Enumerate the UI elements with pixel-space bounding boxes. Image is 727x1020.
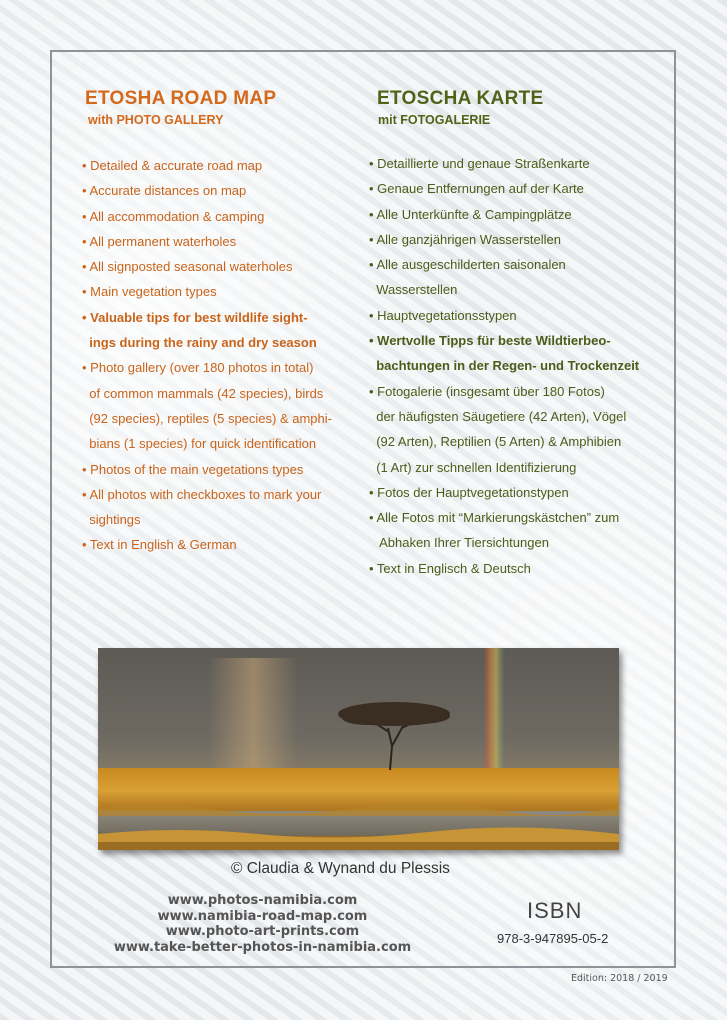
feature-item: sightings bbox=[82, 512, 141, 528]
feature-item: • All photos with checkboxes to mark your bbox=[82, 486, 322, 502]
feature-item: der häufigsten Säugetiere (42 Arten), Vögel bbox=[369, 408, 627, 424]
feature-item: • Text in Englisch & Deutsch bbox=[369, 560, 531, 576]
feature-item: • All permanent waterholes bbox=[82, 233, 237, 249]
english-title: ETOSHA ROAD MAP bbox=[85, 88, 277, 109]
feature-item: (92 species), reptiles (5 species) & amphi- bbox=[82, 410, 332, 426]
feature-item: • Hauptvegetationsstypen bbox=[369, 307, 517, 323]
acacia-tree-rainbow-image bbox=[98, 648, 619, 850]
feature-item: • Detaillierte und genaue Straßenkarte bbox=[369, 156, 590, 171]
feature-item: • Fotogalerie (insgesamt über 180 Fotos) bbox=[369, 383, 605, 399]
feature-item: • Wertvolle Tipps für beste Wildtierbeo- bbox=[369, 333, 611, 349]
feature-item: • Accurate distances on map bbox=[82, 183, 247, 199]
website-link[interactable]: www.photos-namibia.com bbox=[167, 893, 358, 908]
feature-item: • All signposted seasonal waterholes bbox=[82, 259, 293, 275]
feature-item: of common mammals (42 species), birds bbox=[82, 385, 324, 401]
german-heading bbox=[370, 88, 670, 128]
feature-item: • All accommodation & camping bbox=[82, 208, 265, 224]
edition-label: Edition: 2018 / 2019 bbox=[571, 973, 668, 984]
website-list bbox=[100, 893, 425, 955]
feature-item: • Photos of the main vegetations types bbox=[82, 461, 304, 477]
english-subtitle: with PHOTO GALLERY bbox=[88, 113, 224, 127]
feature-item: ings during the rainy and dry season bbox=[82, 335, 317, 351]
website-link[interactable]: www.photo-art-prints.com bbox=[165, 924, 360, 939]
copyright-notice: © Claudia & Wynand du Plessis bbox=[231, 860, 450, 877]
feature-item: • Genaue Entfernungen auf der Karte bbox=[369, 181, 584, 197]
feature-item: • Fotos der Hauptvegetationstypen bbox=[369, 484, 569, 500]
german-title: ETOSCHA KARTE bbox=[377, 88, 544, 109]
isbn-number: 978-3-947895-05-2 bbox=[497, 931, 609, 946]
feature-item: • Photo gallery (over 180 photos in total) bbox=[82, 360, 314, 376]
website-link[interactable]: www.namibia-road-map.com bbox=[157, 908, 368, 924]
feature-item: • Main vegetation types bbox=[82, 284, 217, 300]
english-heading bbox=[85, 88, 370, 128]
german-feature-list bbox=[369, 151, 639, 581]
feature-item: Wasserstellen bbox=[369, 282, 458, 298]
feature-item: • Detailed & accurate road map bbox=[82, 158, 263, 173]
feature-item: • Alle Unterkünfte & Campingplätze bbox=[369, 206, 572, 222]
feature-item: bachtungen in der Regen- und Trockenzeit bbox=[369, 358, 640, 374]
feature-item: Abhaken Ihrer Tiersichtungen bbox=[369, 535, 549, 551]
german-subtitle: mit FOTOGALERIE bbox=[378, 113, 491, 127]
isbn-label: ISBN bbox=[527, 898, 583, 923]
feature-item: • Alle Fotos mit “Markierungskästchen” zum bbox=[369, 510, 620, 526]
landscape-photo bbox=[98, 648, 619, 850]
feature-item: • Text in English & German bbox=[82, 537, 237, 553]
english-feature-list bbox=[82, 153, 332, 558]
website-link[interactable]: www.take-better-photos-in-namibia.com bbox=[113, 939, 412, 955]
feature-item: • Alle ausgeschilderten saisonalen bbox=[369, 257, 566, 273]
feature-item: • Valuable tips for best wildlife sight- bbox=[82, 309, 308, 325]
feature-item: (92 Arten), Reptilien (5 Arten) & Amphibien bbox=[369, 434, 622, 450]
feature-item: bians (1 species) for quick identification bbox=[82, 436, 317, 452]
feature-item: (1 Art) zur schnellen Identifizierung bbox=[369, 459, 577, 475]
feature-item: • Alle ganzjährigen Wasserstellen bbox=[369, 231, 561, 247]
